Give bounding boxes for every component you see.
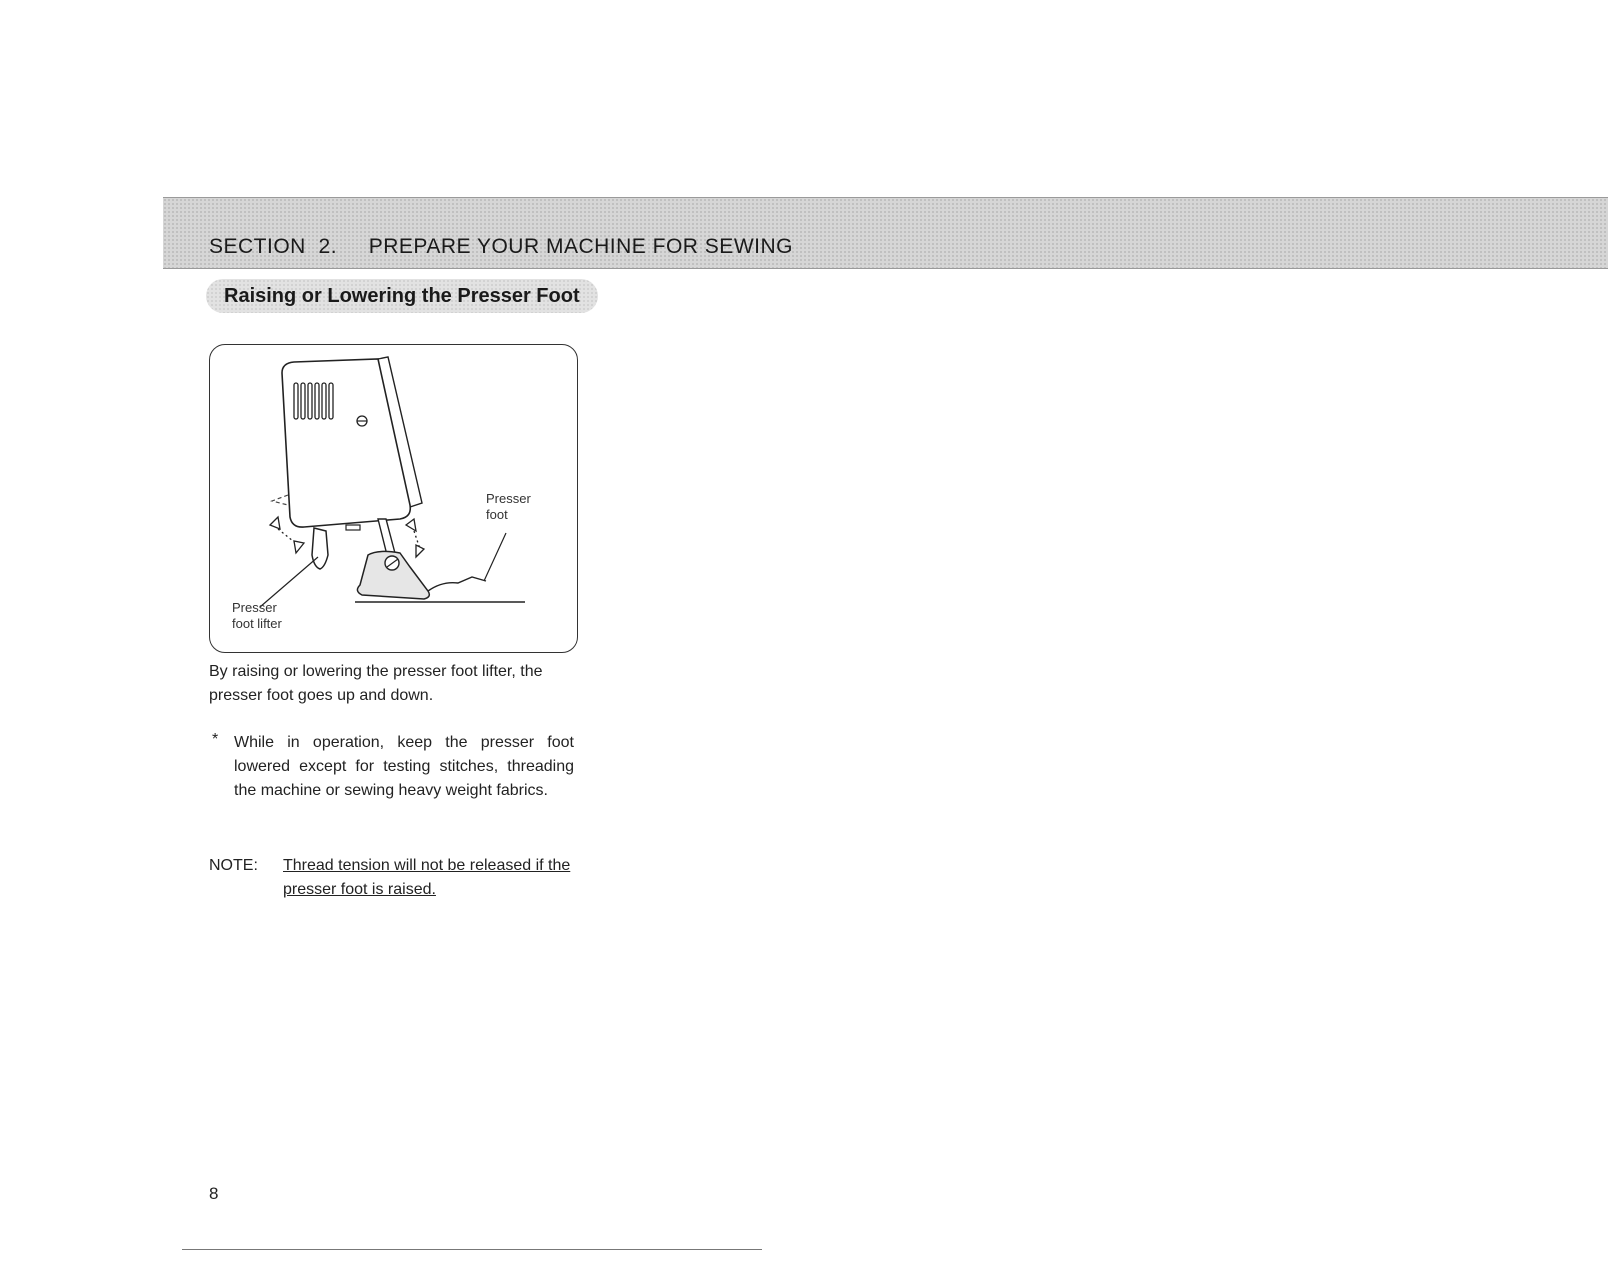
note-text: Thread tension will not be released if the presser foot is raised. bbox=[283, 857, 571, 898]
bullet-1: While in operation, keep the presser foot lowered except for testing stitches, threading the machine or sewing heavy weight fabrics. bbox=[234, 734, 574, 799]
foot-leader-line bbox=[484, 533, 506, 581]
page-number: 8 bbox=[209, 1184, 219, 1203]
fabric-edge bbox=[428, 577, 486, 591]
label-presser-foot: Presser foot bbox=[486, 491, 531, 522]
note-label: NOTE: bbox=[209, 857, 258, 874]
section-title: SECTION 2. PREPARE YOUR MACHINE FOR SEWING bbox=[209, 235, 793, 258]
foot-motion-arrows-icon bbox=[406, 519, 424, 557]
lifter-raised-outline bbox=[272, 495, 288, 505]
paragraph-1: By raising or lowering the presser foot lifter, the presser foot goes up and down. bbox=[209, 663, 543, 704]
presser-foot-lifter bbox=[312, 528, 328, 569]
bottom-rule bbox=[182, 1249, 762, 1250]
label-presser-foot-lifter: Presser foot lifter bbox=[232, 600, 282, 631]
bullet-marker: * bbox=[212, 731, 219, 748]
subheading: Raising or Lowering the Presser Foot bbox=[206, 279, 598, 313]
presser-foot-illustration bbox=[209, 344, 578, 653]
